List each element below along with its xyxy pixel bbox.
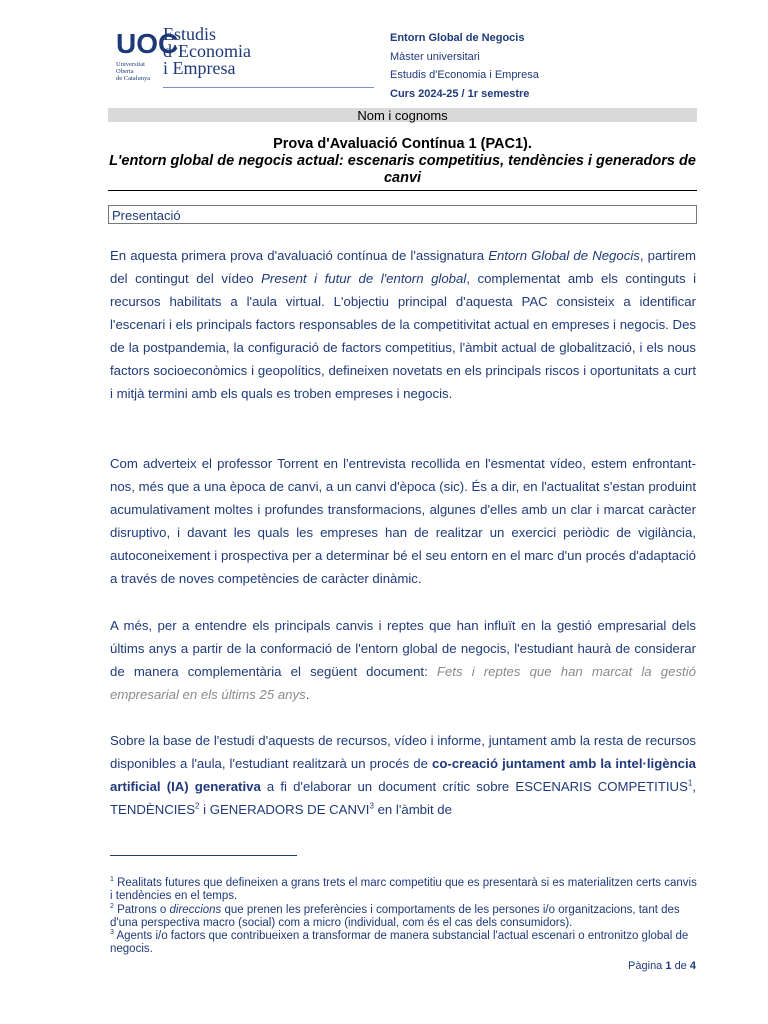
section-heading: Presentació xyxy=(108,205,697,224)
document-link[interactable]: Fets i reptes que han marcat la gestió empresarial en els últims 25 anys xyxy=(110,664,696,702)
document-header xyxy=(390,29,539,103)
footnote-separator xyxy=(110,855,297,856)
footnote-1: $^1$ Realitats futures que defineixen a grans trets el marc competitiu que es presentarà si es materialitzen certs canvis i tendències en el temps. xyxy=(110,876,697,903)
paragraph-4: Sobre la base de l'estudi d'aquests de recursos, vídeo i informe, juntament amb la resta de recursos disponibles a l'aula, l'estudiant realitzarà un procés de co-creació juntament amb la intel·ligència artificial (IA) generativa a fi d'elaborar un document crític sobre ESCENARIS COMPETITIUS$^1$, TENDÈNCIES$^2$ i GENERADORS DE CANVI$^3$ en l'àmbit de xyxy=(110,733,696,817)
paragraph-1: En aquesta primera prova d'avaluació contínua de l'assignatura Entorn Global de Negocis, partirem del contingut del vídeo Present i futur de l'entorn global, complementat amb els continguts i recursos habilitats a l'aula virtual. L'objectiu principal d'aquesta PAC consisteix a identificar l'escenari i els principals factors responsables de la competitivitat actual en empreses i negocis. Des de la postpandemia, la configuració de factors competitius, l'àmbit actual de globalització, i els nous factors socioeconòmics i geopolítics, defineixen novetats en els principals riscos i oportunitats a curt i mitjà termini amb els quals es troben empreses i negocis. xyxy=(110,248,697,401)
header-program: Màster universitari xyxy=(390,50,480,63)
footnote-3: $^3$ Agents i/o factors que contribueixen a transformar de manera substancial l'actual escenari o entronitzo global de negocis. xyxy=(110,929,689,956)
page-number: Pàgina 1 de 4 xyxy=(628,960,696,972)
name-field[interactable]: Nom i cognoms xyxy=(108,108,697,122)
uoc-logo xyxy=(116,26,260,90)
header-course: Curs 2024-25 / 1r semestre xyxy=(390,87,530,100)
logo-rule xyxy=(163,87,374,88)
title-line-2: L'entorn global de negocis actual: escenaris competitius, tendències i generadors de canvi xyxy=(109,153,696,186)
logo-text: Estudis d’Economia i Empresa xyxy=(163,24,251,78)
header-subject: Entorn Global de Negocis xyxy=(390,32,525,44)
logo-mark-text: UOC xyxy=(116,28,179,59)
header-faculty: Estudis d'Economia i Empresa xyxy=(390,69,539,81)
footnote-2: $^2$ Patrons o direccions que prenen les preferències i comportaments de les persones i/o organitzacions, tant des d'una perspectiva macro (social) com a micro (individual, com és el cas dels consumidors). xyxy=(110,902,680,929)
document-title xyxy=(108,136,697,187)
logo-subtitle: Universitat Oberta de Catalunya xyxy=(116,61,151,82)
title-divider xyxy=(108,190,697,191)
paragraph-2: Com adverteix el professor Torrent en l'entrevista recollida en l'esmentat vídeo, estem enfrontant-nos, més que a una època de canvi, a un canvi d'època (sic). És a dir, en l'actualitat s'estan produint acumulativament moltes i profundes transformacions, algunes d'elles amb un clar i marcat caràcter disruptivo, i davant les quals les empreses han de realitzar un exercici periòdic de vigilància, autoconeixement i prospectiva per a determinar bé el seu entorn en el marc d'un procés d'adaptació a través de noves competències de caràcter dinàmic. xyxy=(110,456,696,586)
footnotes xyxy=(110,877,700,957)
uoc-logo-mark xyxy=(116,26,179,60)
paragraph-3: A més, per a entendre els principals canvis i reptes que han influït en la gestió empresarial dels últims anys a partir de la conformació de l'entorn global de negocis, l'estudiant haurà de considerar de manera complementària el següent document: Fets i reptes que han marcat la gestió empresarial en els últims 25 anys. xyxy=(110,618,696,702)
title-line-1: Prova d'Avaluació Contínua 1 (PAC1). xyxy=(273,136,532,152)
